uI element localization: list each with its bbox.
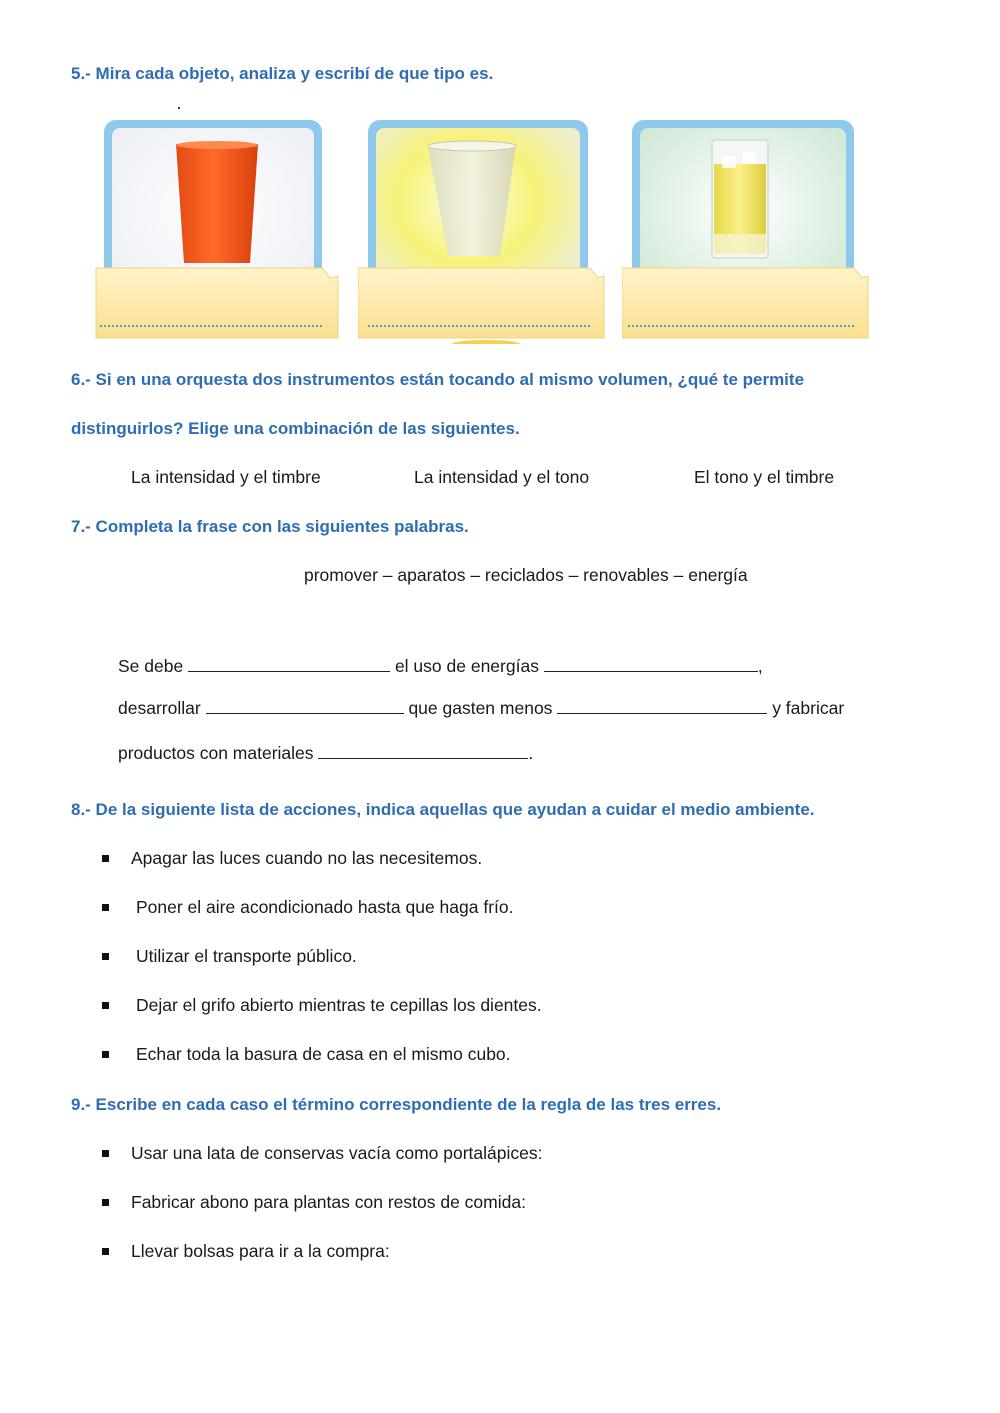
bullet-icon bbox=[102, 1051, 109, 1058]
object-card-orange-cup bbox=[90, 116, 354, 344]
bullet-icon bbox=[102, 1150, 109, 1157]
object-card-transparent-glass bbox=[622, 116, 886, 344]
action-item[interactable]: Utilizar el transporte público. bbox=[136, 946, 357, 966]
blank-input-4[interactable] bbox=[557, 697, 767, 714]
rule-item: Usar una lata de conservas vacía como portalápices: bbox=[131, 1143, 543, 1163]
question-7-title: 7.- Completa la frase con las siguientes palabras. bbox=[71, 517, 469, 536]
sentence-text: el uso de energías bbox=[394, 656, 539, 676]
blank-input-1[interactable] bbox=[188, 655, 390, 672]
sentence-text: , bbox=[757, 656, 763, 676]
question-6-line-2: distinguirlos? Elige una combinación de las siguientes. bbox=[71, 419, 520, 438]
question-6-line-1: 6.- Si en una orquesta dos instrumentos están tocando al mismo volumen, ¿qué te permite bbox=[71, 370, 805, 389]
question-8-title: 8.- De la siguiente lista de acciones, indica aquellas que ayudan a cuidar el medio ambiente. bbox=[71, 800, 815, 819]
blank-input-5[interactable] bbox=[318, 742, 528, 759]
action-item[interactable]: Poner el aire acondicionado hasta que haga frío. bbox=[136, 897, 514, 917]
option-intensidad-timbre[interactable]: La intensidad y el timbre bbox=[131, 467, 321, 487]
bullet-icon bbox=[102, 1199, 109, 1206]
orange-cup-icon bbox=[176, 144, 258, 263]
sentence-text: productos con materiales bbox=[118, 743, 314, 763]
blank-input-3[interactable] bbox=[206, 697, 404, 714]
blank-input-2[interactable] bbox=[544, 655, 758, 672]
bullet-icon bbox=[102, 1002, 109, 1009]
action-item[interactable]: Apagar las luces cuando no las necesitemos. bbox=[131, 848, 483, 868]
object-card-translucent-cup bbox=[358, 116, 622, 344]
sentence-line-3 bbox=[118, 742, 533, 764]
sentence-line-1 bbox=[118, 655, 763, 677]
option-intensidad-tono[interactable]: La intensidad y el tono bbox=[414, 467, 590, 487]
option-tono-timbre[interactable]: El tono y el timbre bbox=[694, 467, 835, 487]
rule-item: Llevar bolsas para ir a la compra: bbox=[131, 1241, 390, 1261]
bullet-icon bbox=[102, 953, 109, 960]
question-5-title: 5.- Mira cada objeto, analiza y escribí de que tipo es. bbox=[71, 64, 494, 83]
action-item[interactable]: Echar toda la basura de casa en el mismo cubo. bbox=[136, 1044, 511, 1064]
bullet-icon bbox=[102, 855, 109, 862]
sentence-text: desarrollar bbox=[118, 698, 201, 718]
sentence-text: que gasten menos bbox=[408, 698, 553, 718]
stray-mark bbox=[178, 107, 180, 109]
bullet-icon bbox=[102, 904, 109, 911]
rule-item: Fabricar abono para plantas con restos de comida: bbox=[131, 1192, 526, 1212]
question-9-title: 9.- Escribe en cada caso el término correspondiente de la regla de las tres erres. bbox=[71, 1095, 722, 1114]
action-item[interactable]: Dejar el grifo abierto mientras te cepillas los dientes. bbox=[136, 995, 542, 1015]
sentence-text: Se debe bbox=[118, 656, 184, 676]
sentence-text: . bbox=[528, 743, 534, 763]
sentence-line-2 bbox=[118, 697, 844, 719]
sentence-text: y fabricar bbox=[772, 698, 845, 718]
bullet-icon bbox=[102, 1248, 109, 1255]
word-bank: promover – aparatos – reciclados – renovables – energía bbox=[304, 565, 748, 585]
